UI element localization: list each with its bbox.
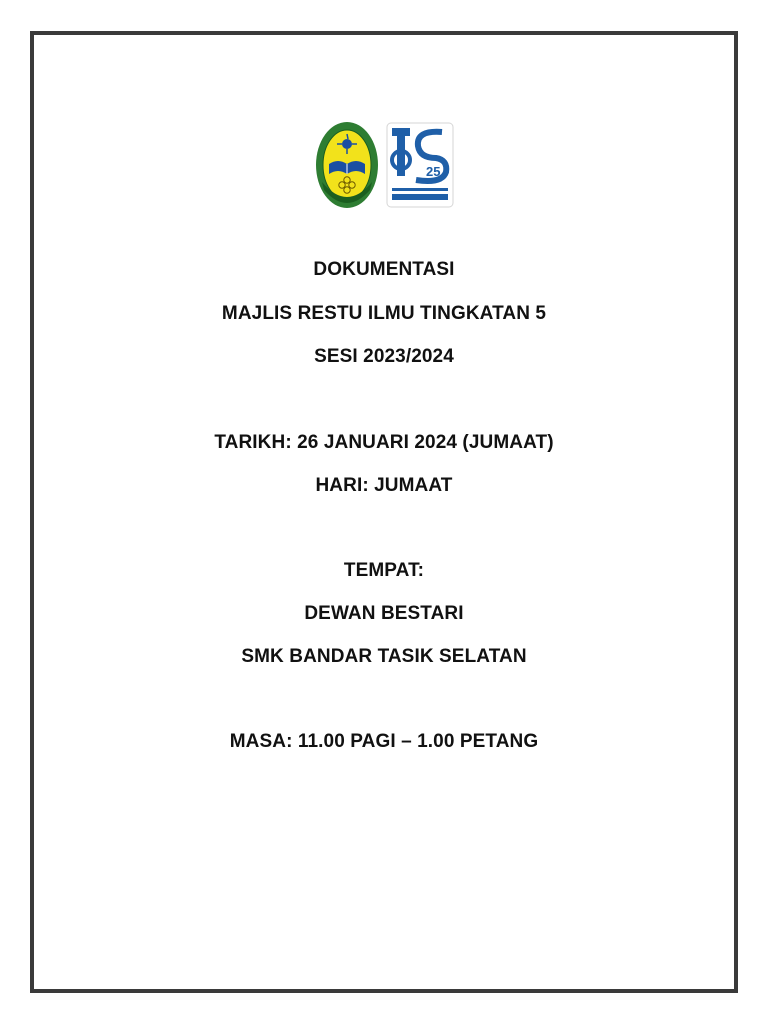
time-text: MASA: 11.00 PAGI – 1.00 PETANG [229,731,539,752]
ts25-logo-icon [386,122,454,208]
document-title: DOKUMENTASI [313,259,455,280]
logo-row [0,120,768,210]
date-text: TARIKH: 26 JANUARI 2024 (JUMAAT) [214,432,554,453]
venue-label: TEMPAT: [343,560,425,581]
day-text: HARI: JUMAAT [315,475,453,496]
school-crest-icon [314,120,380,210]
session-text: SESI 2023/2024 [314,346,454,367]
venue-school: SMK BANDAR TASIK SELATAN [241,646,527,667]
venue-hall: DEWAN BESTARI [304,603,464,624]
event-name: MAJLIS RESTU ILMU TINGKATAN 5 [221,303,547,324]
ts25-logo-number: 25 [426,164,441,179]
